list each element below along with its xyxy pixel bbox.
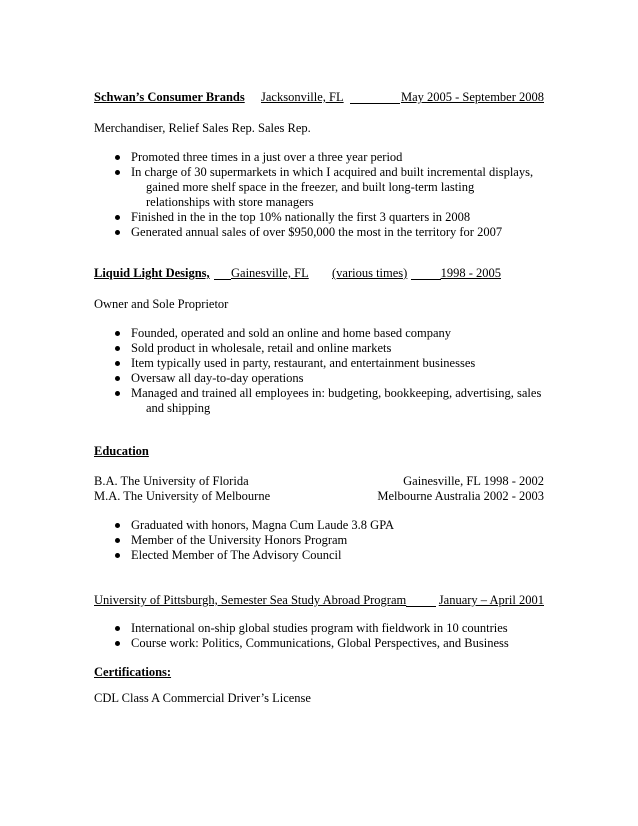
certification-item: CDL Class A Commercial Driver’s License (94, 691, 311, 705)
list-item: International on-ship global studies program with fieldwork in 10 countries (94, 621, 544, 636)
certifications-heading: Certifications: (94, 665, 172, 679)
job-dates: May 2005 - September 2008 (400, 90, 544, 104)
list-item: Elected Member of The Advisory Council (94, 548, 544, 563)
bullet-icon (115, 155, 120, 160)
degree-name: M.A. The University of Melbourne (94, 489, 271, 503)
list-item: Finished in the in the top 10% nationally the first 3 quarters in 2008 (94, 210, 544, 225)
job-dates: 1998 - 2005 (440, 266, 501, 280)
list-item: Sold product in wholesale, retail and online markets (94, 341, 544, 356)
bullet-icon (115, 523, 120, 528)
job-heading-liquid-light (94, 266, 544, 282)
bullet-icon (115, 230, 120, 235)
bullet-icon (115, 626, 120, 631)
job-location: Gainesville, FL (231, 266, 309, 280)
bullet-icon (115, 346, 120, 351)
job-company: Schwan’s Consumer Brands (94, 90, 245, 104)
list-item: Promoted three times in a just over a three year period (94, 150, 544, 165)
job-note: (various times) (332, 266, 408, 280)
job-title: Owner and Sole Proprietor (94, 297, 229, 311)
underline-filler (350, 103, 400, 104)
underline-filler (411, 279, 441, 280)
program-name: University of Pittsburgh, Semester Sea Study Abroad Program (94, 593, 407, 607)
program-bullets (94, 621, 544, 651)
list-item: Course work: Politics, Communications, Global Perspectives, and Business (94, 636, 544, 651)
job-company: Liquid Light Designs, (94, 266, 210, 280)
bullet-icon (115, 361, 120, 366)
bullet-icon (115, 538, 120, 543)
job-location: Jacksonville, FL (261, 90, 344, 104)
list-item: In charge of 30 supermarkets in which I acquired and built incremental displays, gained more shelf space in the freezer, and built long-term lasting relationships with store managers (94, 165, 544, 210)
job-bullets-liquid-light (94, 326, 544, 416)
job-heading-schwans (94, 90, 544, 106)
underline-filler (406, 606, 436, 607)
list-item: Oversaw all day-to-day operations (94, 371, 544, 386)
list-item: Founded, operated and sold an online and home based company (94, 326, 544, 341)
degree-row (94, 474, 544, 490)
education-heading: Education (94, 444, 149, 458)
list-item: Managed and trained all employees in: budgeting, bookkeeping, advertising, sales and shipping (94, 386, 544, 416)
bullet-icon (115, 376, 120, 381)
list-item: Item typically used in party, restaurant, and entertainment businesses (94, 356, 544, 371)
degree-row (94, 489, 544, 505)
bullet-icon (115, 641, 120, 646)
program-heading (94, 593, 544, 609)
education-bullets (94, 518, 544, 563)
degree-place: Melbourne Australia 2002 - 2003 (377, 489, 544, 503)
bullet-icon (115, 170, 120, 175)
underline-filler (214, 279, 231, 280)
bullet-icon (115, 331, 120, 336)
job-title: Merchandiser, Relief Sales Rep. Sales Rep. (94, 121, 311, 135)
job-bullets-schwans (94, 150, 544, 240)
list-item: Graduated with honors, Magna Cum Laude 3.8 GPA (94, 518, 544, 533)
degree-place: Gainesville, FL 1998 - 2002 (403, 474, 544, 488)
program-dates: January – April 2001 (438, 593, 544, 607)
bullet-icon (115, 391, 120, 396)
bullet-icon (115, 553, 120, 558)
list-item: Member of the University Honors Program (94, 533, 544, 548)
degree-name: B.A. The University of Florida (94, 474, 249, 488)
bullet-icon (115, 215, 120, 220)
list-item: Generated annual sales of over $950,000 the most in the territory for 2007 (94, 225, 544, 240)
